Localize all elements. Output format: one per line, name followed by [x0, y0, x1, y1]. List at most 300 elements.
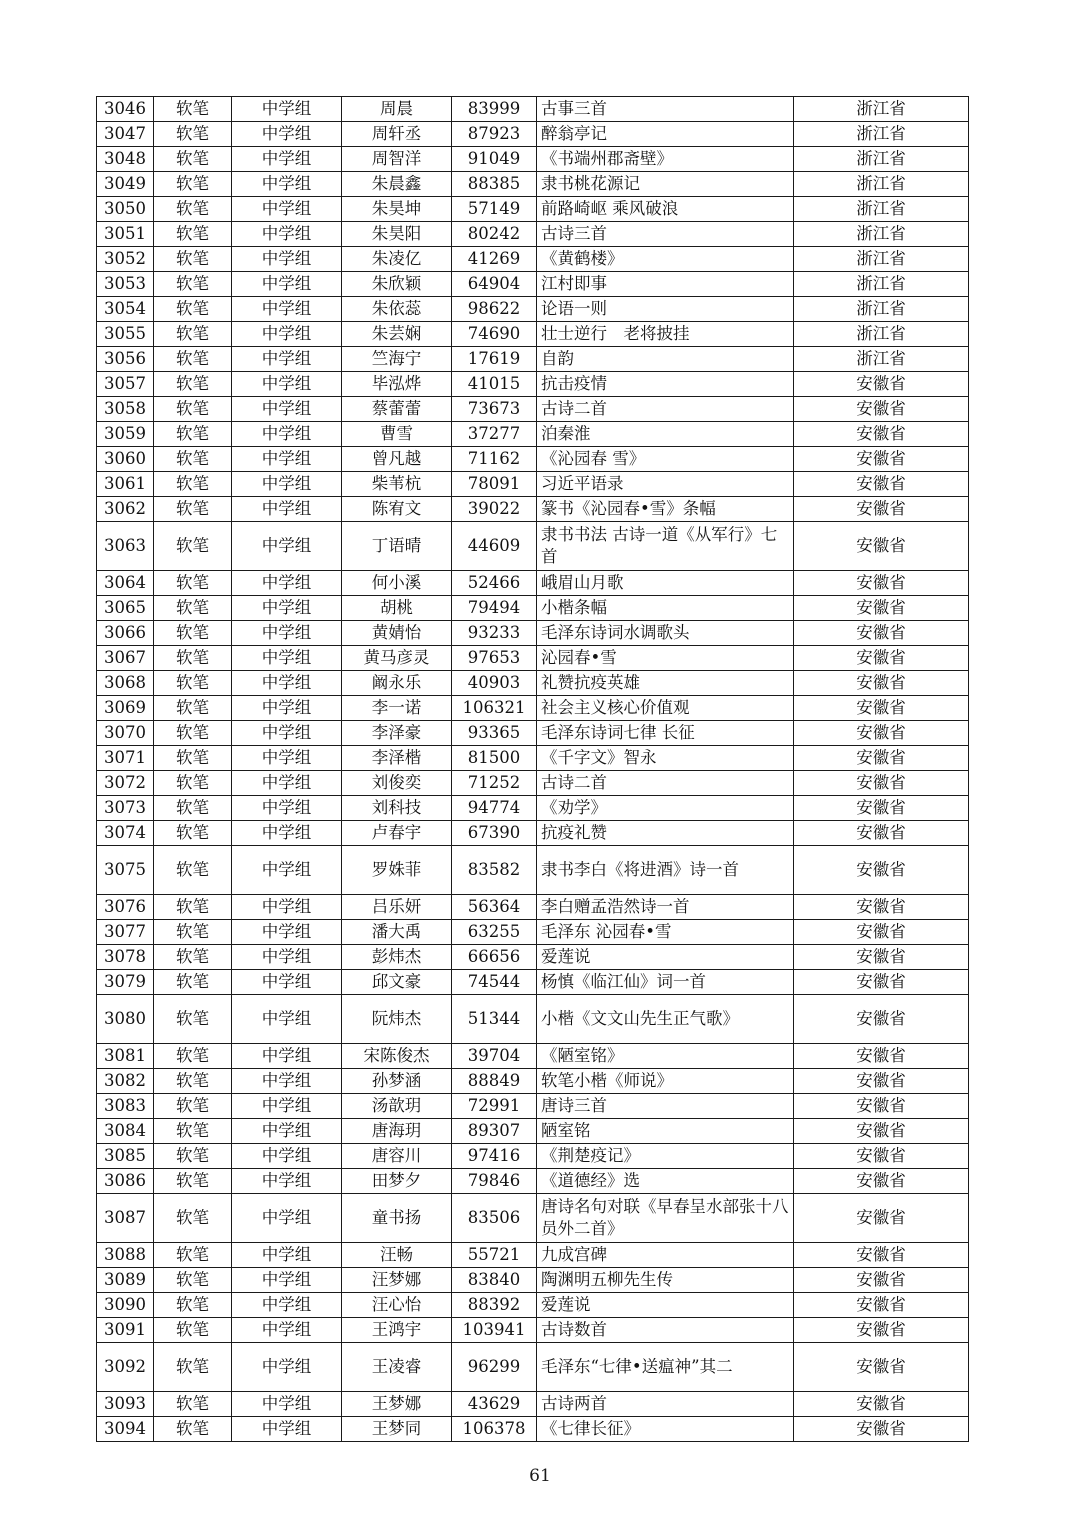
- row-province: 浙江省: [794, 197, 969, 222]
- row-group: 中学组: [232, 372, 342, 397]
- row-province: 浙江省: [794, 322, 969, 347]
- row-province: 安徽省: [794, 372, 969, 397]
- row-work-title: [537, 1119, 794, 1144]
- row-name: 汪心怡: [342, 1293, 452, 1318]
- row-id: 3077: [97, 920, 154, 945]
- row-work-title: [537, 447, 794, 472]
- row-work-title: [537, 272, 794, 297]
- row-group: 中学组: [232, 571, 342, 596]
- row-id: 3071: [97, 746, 154, 771]
- row-group: 中学组: [232, 247, 342, 272]
- row-category: 软笔: [154, 472, 232, 497]
- row-id: 3056: [97, 347, 154, 372]
- row-name: 曹雪: [342, 422, 452, 447]
- row-group: 中学组: [232, 1268, 342, 1293]
- row-number: 106321: [452, 696, 537, 721]
- row-work-title-text: 唐诗名句对联《早春呈水部张十八员外二首》: [541, 1197, 789, 1238]
- row-id: 3074: [97, 821, 154, 846]
- row-number: 40903: [452, 671, 537, 696]
- row-name: 李泽楷: [342, 746, 452, 771]
- row-id: 3088: [97, 1243, 154, 1268]
- row-group: 中学组: [232, 746, 342, 771]
- row-province: 浙江省: [794, 347, 969, 372]
- row-group: 中学组: [232, 147, 342, 172]
- row-work-title-text: 隶书桃花源记: [541, 174, 640, 193]
- row-group: 中学组: [232, 1318, 342, 1343]
- row-category: 软笔: [154, 721, 232, 746]
- row-work-title-text: 陋室铭: [541, 1121, 591, 1140]
- row-group: 中学组: [232, 621, 342, 646]
- table-row: [97, 1044, 969, 1069]
- table-row: [97, 1343, 969, 1392]
- table-row: [97, 771, 969, 796]
- table-row: [97, 970, 969, 995]
- row-province: 安徽省: [794, 422, 969, 447]
- row-id: 3086: [97, 1169, 154, 1194]
- row-name: 汪梦娜: [342, 1268, 452, 1293]
- row-number: 63255: [452, 920, 537, 945]
- roster-table-container: [96, 96, 968, 1442]
- row-number: 87923: [452, 122, 537, 147]
- row-category: 软笔: [154, 1044, 232, 1069]
- row-id: 3073: [97, 796, 154, 821]
- row-number: 41269: [452, 247, 537, 272]
- table-row: [97, 846, 969, 895]
- row-category: 软笔: [154, 1243, 232, 1268]
- page-number: 61: [529, 1466, 551, 1486]
- table-row: [97, 497, 969, 522]
- row-group: 中学组: [232, 122, 342, 147]
- row-work-title: [537, 322, 794, 347]
- row-province: 安徽省: [794, 397, 969, 422]
- row-work-title-text: 软笔小楷《师说》: [541, 1071, 673, 1090]
- row-id: 3054: [97, 297, 154, 322]
- table-row: [97, 1318, 969, 1343]
- row-id: 3055: [97, 322, 154, 347]
- table-row: [97, 1268, 969, 1293]
- row-category: 软笔: [154, 846, 232, 895]
- table-row: [97, 522, 969, 571]
- row-province: 安徽省: [794, 447, 969, 472]
- row-number: 44609: [452, 522, 537, 571]
- row-name: 唐海玥: [342, 1119, 452, 1144]
- row-number: 83582: [452, 846, 537, 895]
- row-work-title: [537, 945, 794, 970]
- row-category: 软笔: [154, 222, 232, 247]
- row-id: 3093: [97, 1392, 154, 1417]
- row-province: 浙江省: [794, 147, 969, 172]
- row-work-title-text: 抗疫礼赞: [541, 823, 607, 842]
- row-category: 软笔: [154, 1119, 232, 1144]
- row-group: 中学组: [232, 97, 342, 122]
- row-category: 软笔: [154, 696, 232, 721]
- row-province: 安徽省: [794, 1094, 969, 1119]
- row-number: 96299: [452, 1343, 537, 1392]
- row-id: 3069: [97, 696, 154, 721]
- row-name: 黄婧怡: [342, 621, 452, 646]
- row-category: 软笔: [154, 571, 232, 596]
- row-work-title: [537, 746, 794, 771]
- table-row: [97, 596, 969, 621]
- row-work-title-text: 隶书李白《将进酒》诗一首: [541, 860, 739, 879]
- row-work-title-text: 毛泽东诗词七律 长征: [541, 723, 695, 742]
- row-category: 软笔: [154, 646, 232, 671]
- row-work-title: [537, 197, 794, 222]
- row-group: 中学组: [232, 671, 342, 696]
- row-province: 安徽省: [794, 721, 969, 746]
- row-number: 43629: [452, 1392, 537, 1417]
- row-number: 88392: [452, 1293, 537, 1318]
- row-province: 安徽省: [794, 945, 969, 970]
- table-row: [97, 571, 969, 596]
- table-row: [97, 945, 969, 970]
- row-work-title-text: 《七律长征》: [541, 1419, 640, 1438]
- row-work-title-text: 古诗数首: [541, 1320, 607, 1339]
- row-work-title: [537, 522, 794, 571]
- table-row: [97, 397, 969, 422]
- row-category: 软笔: [154, 895, 232, 920]
- row-id: 3092: [97, 1343, 154, 1392]
- table-row: [97, 97, 969, 122]
- row-category: 软笔: [154, 97, 232, 122]
- row-work-title: [537, 1094, 794, 1119]
- row-province: 浙江省: [794, 272, 969, 297]
- row-name: 汤歆玥: [342, 1094, 452, 1119]
- row-category: 软笔: [154, 621, 232, 646]
- row-number: 66656: [452, 945, 537, 970]
- table-row: [97, 122, 969, 147]
- row-number: 41015: [452, 372, 537, 397]
- row-number: 93365: [452, 721, 537, 746]
- row-id: 3065: [97, 596, 154, 621]
- row-province: 安徽省: [794, 1069, 969, 1094]
- row-group: 中学组: [232, 920, 342, 945]
- row-name: 黄马彦灵: [342, 646, 452, 671]
- row-id: 3053: [97, 272, 154, 297]
- row-number: 72991: [452, 1094, 537, 1119]
- row-number: 94774: [452, 796, 537, 821]
- row-work-title: [537, 696, 794, 721]
- row-id: 3058: [97, 397, 154, 422]
- row-id: 3085: [97, 1144, 154, 1169]
- row-name: 汪畅: [342, 1243, 452, 1268]
- row-name: 丁语晴: [342, 522, 452, 571]
- roster-table: [96, 96, 969, 1442]
- table-row: [97, 746, 969, 771]
- row-name: 罗姝菲: [342, 846, 452, 895]
- table-row: [97, 920, 969, 945]
- row-group: 中学组: [232, 1069, 342, 1094]
- row-work-title: [537, 596, 794, 621]
- row-work-title-text: 毛泽东诗词水调歌头: [541, 623, 690, 642]
- row-name: 阚永乐: [342, 671, 452, 696]
- row-province: 安徽省: [794, 821, 969, 846]
- table-row: [97, 347, 969, 372]
- row-work-title: [537, 497, 794, 522]
- row-number: 88849: [452, 1069, 537, 1094]
- row-name: 朱芸娴: [342, 322, 452, 347]
- row-category: 软笔: [154, 197, 232, 222]
- row-id: 3064: [97, 571, 154, 596]
- row-province: 安徽省: [794, 771, 969, 796]
- row-name: 李泽豪: [342, 721, 452, 746]
- row-category: 软笔: [154, 1194, 232, 1243]
- row-work-title: [537, 721, 794, 746]
- row-work-title: [537, 1169, 794, 1194]
- row-group: 中学组: [232, 172, 342, 197]
- row-province: 安徽省: [794, 1243, 969, 1268]
- row-name: 陈宥文: [342, 497, 452, 522]
- row-name: 唐容川: [342, 1144, 452, 1169]
- row-id: 3091: [97, 1318, 154, 1343]
- row-category: 软笔: [154, 746, 232, 771]
- table-row: [97, 1094, 969, 1119]
- row-group: 中学组: [232, 1343, 342, 1392]
- row-id: 3084: [97, 1119, 154, 1144]
- row-id: 3094: [97, 1417, 154, 1442]
- row-work-title: [537, 172, 794, 197]
- row-name: 朱凌亿: [342, 247, 452, 272]
- row-category: 软笔: [154, 771, 232, 796]
- row-province: 安徽省: [794, 571, 969, 596]
- row-number: 56364: [452, 895, 537, 920]
- row-category: 软笔: [154, 995, 232, 1044]
- row-group: 中学组: [232, 846, 342, 895]
- row-province: 安徽省: [794, 1044, 969, 1069]
- row-group: 中学组: [232, 297, 342, 322]
- row-number: 39022: [452, 497, 537, 522]
- row-category: 软笔: [154, 297, 232, 322]
- row-number: 74690: [452, 322, 537, 347]
- row-province: 安徽省: [794, 497, 969, 522]
- table-row: [97, 1417, 969, 1442]
- row-province: 安徽省: [794, 621, 969, 646]
- row-group: 中学组: [232, 222, 342, 247]
- row-province: 浙江省: [794, 222, 969, 247]
- row-id: 3089: [97, 1268, 154, 1293]
- row-work-title-text: 爱莲说: [541, 1295, 591, 1314]
- row-name: 宋陈俊杰: [342, 1044, 452, 1069]
- table-row: [97, 222, 969, 247]
- row-name: 孙梦涵: [342, 1069, 452, 1094]
- row-work-title: [537, 347, 794, 372]
- row-province: 安徽省: [794, 1293, 969, 1318]
- row-group: 中学组: [232, 945, 342, 970]
- row-work-title-text: 壮士逆行 老将披挂: [541, 324, 690, 343]
- row-id: 3062: [97, 497, 154, 522]
- row-work-title-text: 抗击疫情: [541, 374, 607, 393]
- row-group: 中学组: [232, 1417, 342, 1442]
- table-row: [97, 147, 969, 172]
- row-id: 3061: [97, 472, 154, 497]
- row-group: 中学组: [232, 397, 342, 422]
- row-province: 安徽省: [794, 671, 969, 696]
- row-work-title-text: 小楷条幅: [541, 598, 607, 617]
- row-work-title: [537, 147, 794, 172]
- row-name: 周智洋: [342, 147, 452, 172]
- table-row: [97, 1144, 969, 1169]
- row-work-title: [537, 895, 794, 920]
- row-number: 80242: [452, 222, 537, 247]
- row-work-title: [537, 796, 794, 821]
- row-province: 浙江省: [794, 297, 969, 322]
- row-group: 中学组: [232, 1392, 342, 1417]
- row-name: 竺海宁: [342, 347, 452, 372]
- row-work-title-text: 习近平语录: [541, 474, 624, 493]
- row-number: 89307: [452, 1119, 537, 1144]
- row-number: 91049: [452, 147, 537, 172]
- row-group: 中学组: [232, 821, 342, 846]
- row-id: 3083: [97, 1094, 154, 1119]
- row-work-title-text: 小楷《文文山先生正气歌》: [541, 1009, 739, 1028]
- row-work-title: [537, 821, 794, 846]
- row-group: 中学组: [232, 497, 342, 522]
- row-work-title: [537, 1069, 794, 1094]
- row-category: 软笔: [154, 970, 232, 995]
- row-category: 软笔: [154, 945, 232, 970]
- row-number: 74544: [452, 970, 537, 995]
- row-work-title: [537, 97, 794, 122]
- row-id: 3060: [97, 447, 154, 472]
- row-work-title: [537, 1417, 794, 1442]
- table-row: [97, 272, 969, 297]
- row-id: 3076: [97, 895, 154, 920]
- row-name: 胡桃: [342, 596, 452, 621]
- row-id: 3067: [97, 646, 154, 671]
- row-work-title: [537, 671, 794, 696]
- table-row: [97, 1069, 969, 1094]
- row-work-title-text: 古诗二首: [541, 773, 607, 792]
- row-work-title: [537, 571, 794, 596]
- row-id: 3080: [97, 995, 154, 1044]
- row-work-title-text: 江村即事: [541, 274, 607, 293]
- row-name: 毕泓烨: [342, 372, 452, 397]
- row-id: 3052: [97, 247, 154, 272]
- row-name: 周晨: [342, 97, 452, 122]
- row-province: 安徽省: [794, 995, 969, 1044]
- table-row: [97, 1293, 969, 1318]
- row-id: 3047: [97, 122, 154, 147]
- row-name: 柴苇杭: [342, 472, 452, 497]
- row-work-title-text: 古诗两首: [541, 1394, 607, 1413]
- row-id: 3063: [97, 522, 154, 571]
- row-province: 安徽省: [794, 472, 969, 497]
- row-number: 97416: [452, 1144, 537, 1169]
- row-id: 3079: [97, 970, 154, 995]
- row-work-title: [537, 397, 794, 422]
- row-group: 中学组: [232, 347, 342, 372]
- row-category: 软笔: [154, 397, 232, 422]
- row-group: 中学组: [232, 1243, 342, 1268]
- row-name: 王鸿宇: [342, 1318, 452, 1343]
- row-work-title-text: 古事三首: [541, 99, 607, 118]
- table-row: [97, 297, 969, 322]
- table-row: [97, 1119, 969, 1144]
- row-work-title: [537, 1144, 794, 1169]
- row-province: 安徽省: [794, 846, 969, 895]
- table-row: [97, 1243, 969, 1268]
- row-group: 中学组: [232, 771, 342, 796]
- row-province: 安徽省: [794, 1119, 969, 1144]
- row-work-title: [537, 247, 794, 272]
- row-work-title-text: 篆书《沁园春•雪》条幅: [541, 499, 716, 518]
- row-work-title-text: 《千字文》智永: [541, 748, 657, 767]
- row-group: 中学组: [232, 995, 342, 1044]
- row-category: 软笔: [154, 1069, 232, 1094]
- row-group: 中学组: [232, 646, 342, 671]
- row-work-title: [537, 846, 794, 895]
- row-number: 71252: [452, 771, 537, 796]
- row-work-title: [537, 1194, 794, 1243]
- row-id: 3075: [97, 846, 154, 895]
- row-category: 软笔: [154, 1169, 232, 1194]
- row-category: 软笔: [154, 1343, 232, 1392]
- row-work-title: [537, 995, 794, 1044]
- row-province: 安徽省: [794, 796, 969, 821]
- row-number: 81500: [452, 746, 537, 771]
- row-number: 93233: [452, 621, 537, 646]
- row-province: 浙江省: [794, 97, 969, 122]
- row-category: 软笔: [154, 596, 232, 621]
- row-province: 浙江省: [794, 122, 969, 147]
- row-province: 安徽省: [794, 1169, 969, 1194]
- row-group: 中学组: [232, 1144, 342, 1169]
- table-row: [97, 247, 969, 272]
- table-row: [97, 721, 969, 746]
- row-work-title-text: 自韵: [541, 349, 574, 368]
- row-work-title-text: 《荆楚疫记》: [541, 1146, 640, 1165]
- row-number: 83840: [452, 1268, 537, 1293]
- row-work-title-text: 礼赞抗疫英雄: [541, 673, 640, 692]
- row-number: 88385: [452, 172, 537, 197]
- row-number: 73673: [452, 397, 537, 422]
- row-name: 朱欣颖: [342, 272, 452, 297]
- row-name: 曾凡越: [342, 447, 452, 472]
- row-work-title: [537, 1293, 794, 1318]
- row-name: 王梦同: [342, 1417, 452, 1442]
- row-group: 中学组: [232, 1119, 342, 1144]
- row-id: 3087: [97, 1194, 154, 1243]
- row-province: 安徽省: [794, 1343, 969, 1392]
- row-category: 软笔: [154, 1268, 232, 1293]
- row-name: 朱昊阳: [342, 222, 452, 247]
- row-work-title: [537, 222, 794, 247]
- row-work-title: [537, 920, 794, 945]
- row-work-title-text: 前路崎岖 乘风破浪: [541, 199, 679, 218]
- table-row: [97, 1194, 969, 1243]
- row-work-title: [537, 422, 794, 447]
- row-work-title-text: 陶渊明五柳先生传: [541, 1270, 673, 1289]
- row-number: 55721: [452, 1243, 537, 1268]
- row-province: 安徽省: [794, 1318, 969, 1343]
- row-number: 37277: [452, 422, 537, 447]
- row-work-title-text: 李白赠孟浩然诗一首: [541, 897, 690, 916]
- row-province: 浙江省: [794, 247, 969, 272]
- row-province: 安徽省: [794, 970, 969, 995]
- table-row: [97, 322, 969, 347]
- row-work-title: [537, 1268, 794, 1293]
- row-id: 3051: [97, 222, 154, 247]
- row-group: 中学组: [232, 1293, 342, 1318]
- row-category: 软笔: [154, 322, 232, 347]
- row-id: 3090: [97, 1293, 154, 1318]
- table-row: [97, 447, 969, 472]
- row-id: 3048: [97, 147, 154, 172]
- row-work-title-text: 杨慎《临江仙》词一首: [541, 972, 706, 991]
- row-number: 106378: [452, 1417, 537, 1442]
- table-row: [97, 172, 969, 197]
- row-province: 安徽省: [794, 1268, 969, 1293]
